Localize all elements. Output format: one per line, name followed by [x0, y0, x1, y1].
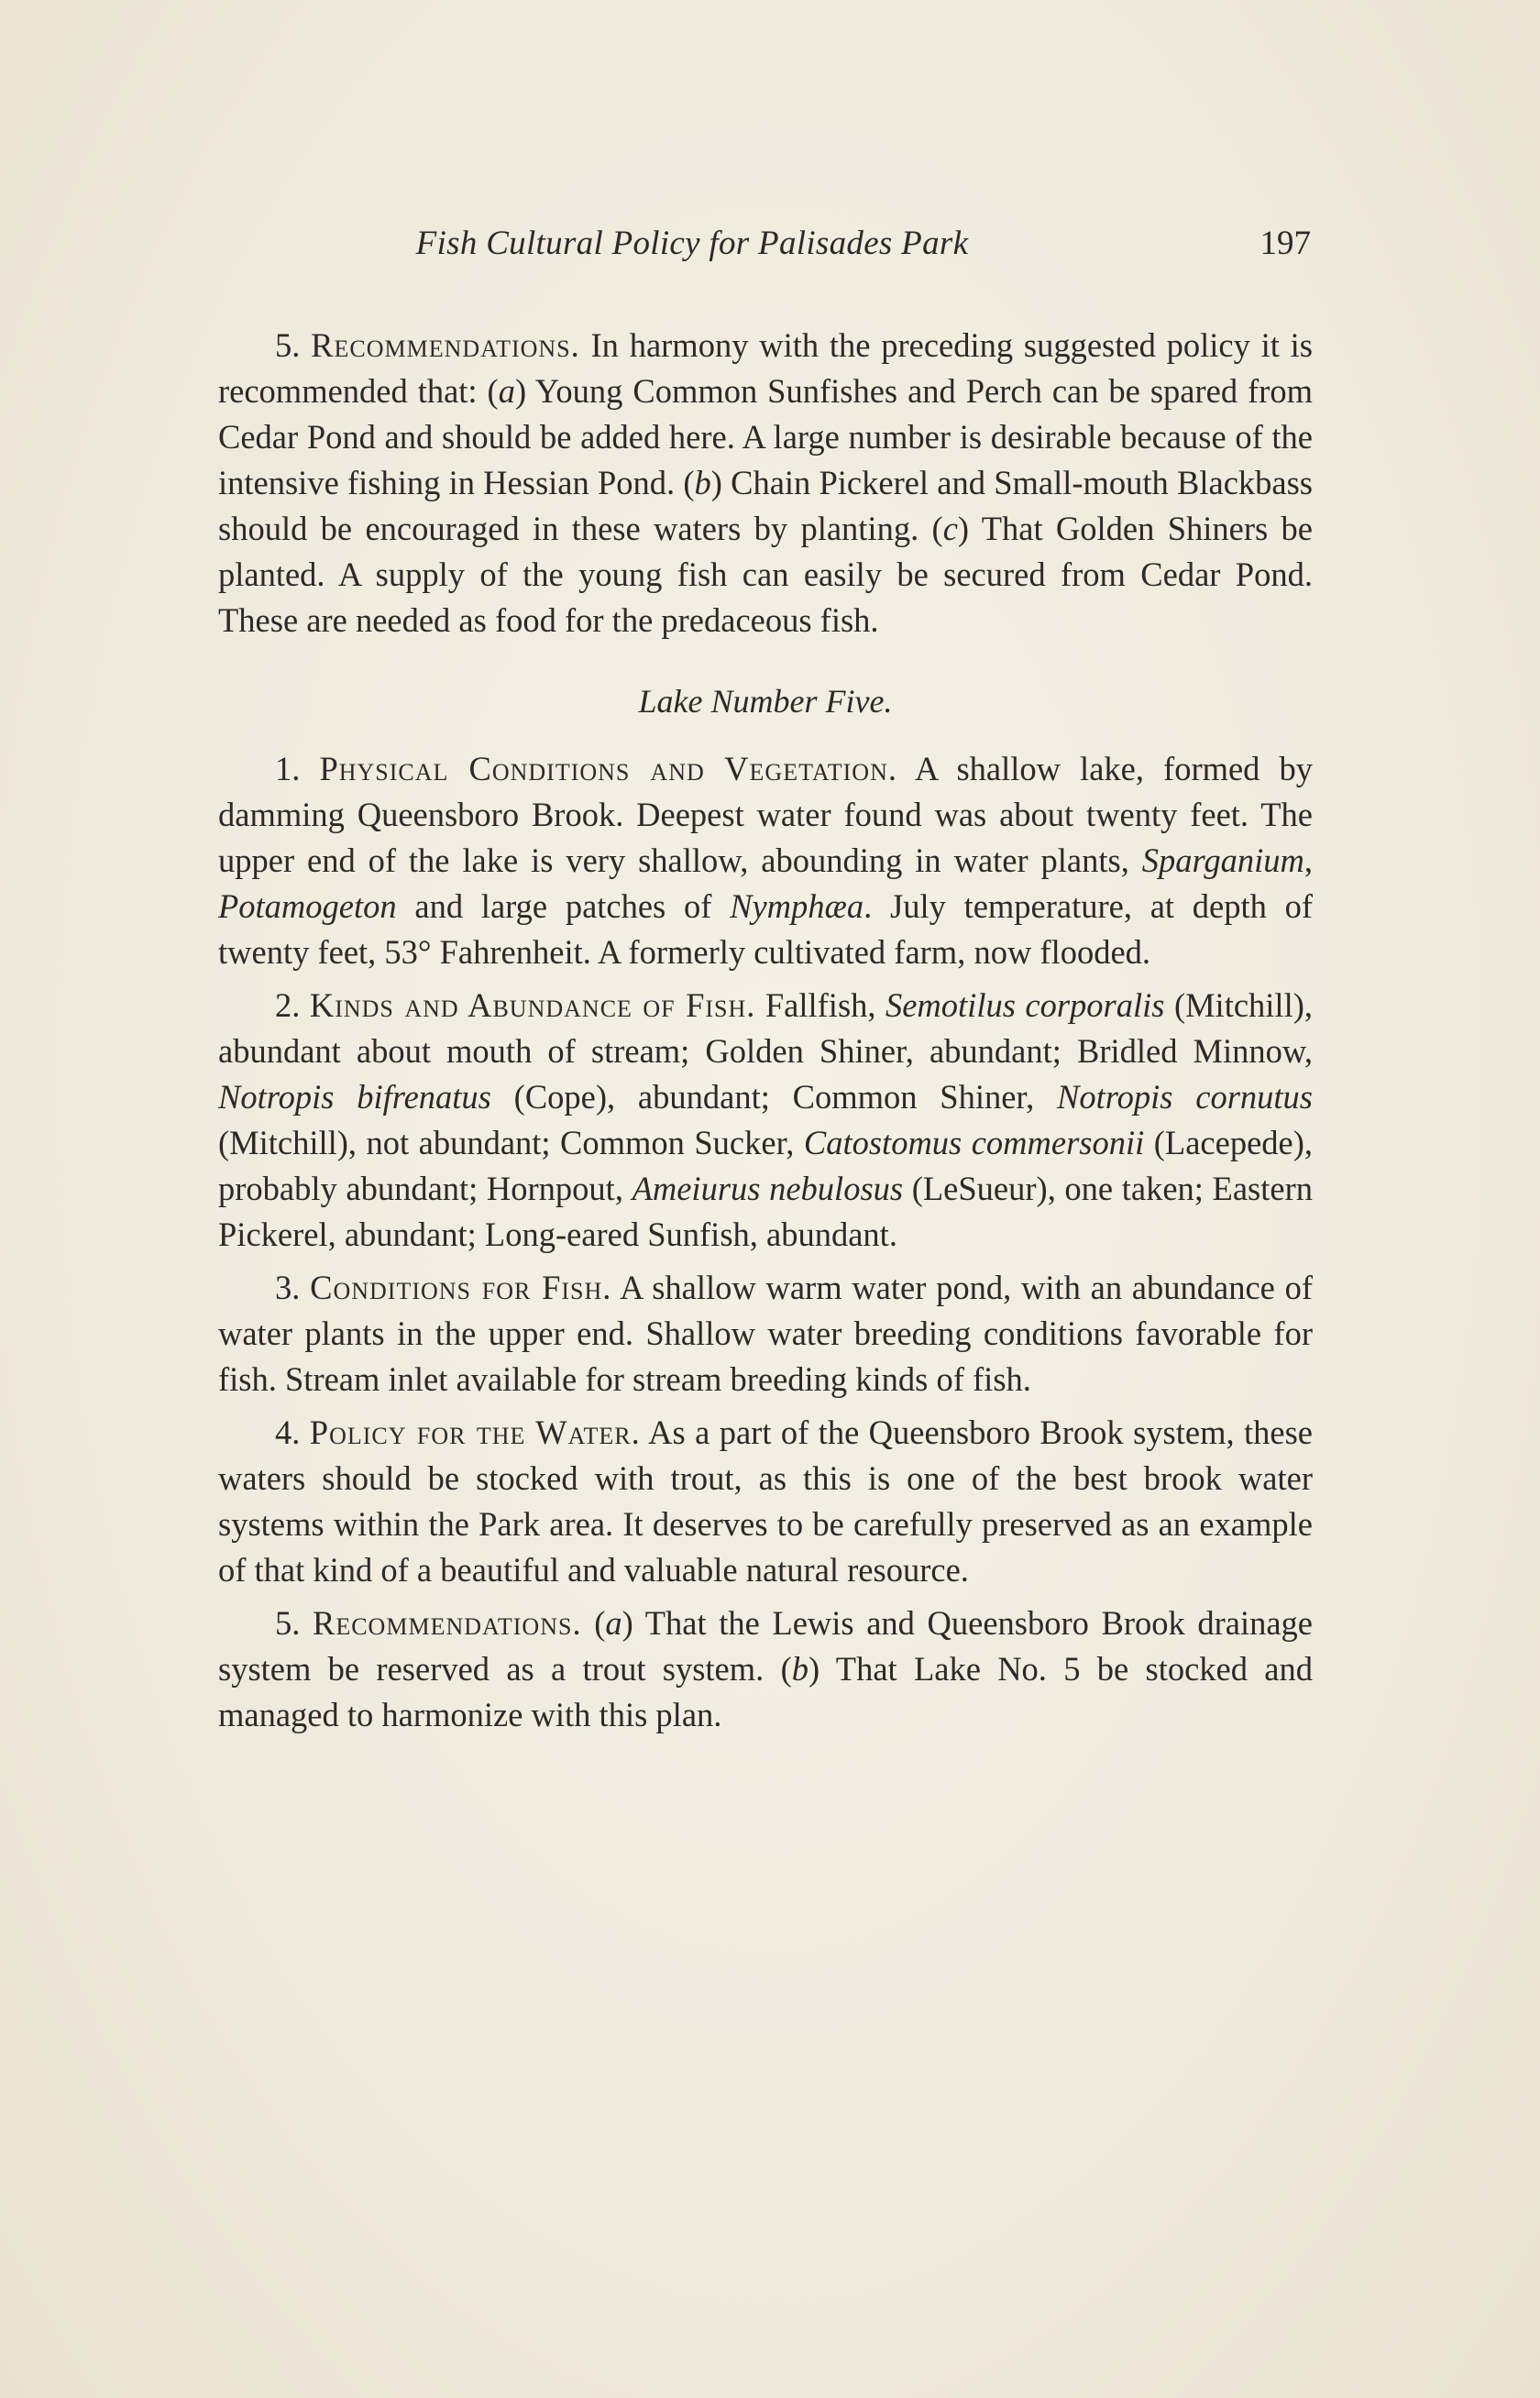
section-number: 5. — [275, 1604, 301, 1642]
paragraph-text: ) That Lake No. 5 be stocked and managed to harmonize with this plan. — [218, 1650, 1313, 1733]
section-heading: Recommendations. — [312, 1604, 582, 1642]
policy-paragraph — [218, 1410, 1313, 1593]
paragraph-text: ) Chain Pickerel and Small-mouth Blackbass should be encouraged in these waters by planting. ( — [218, 464, 1314, 547]
paragraph-text: (Mitchill), not abundant; Common Sucker, — [218, 1124, 804, 1161]
species-name: Potamogeton — [218, 887, 397, 925]
running-title: Fish Cultural Policy for Palisades Park — [415, 225, 969, 262]
section-heading: Physical Conditions and Vegetation. — [319, 750, 897, 787]
section-number: 2. — [275, 986, 301, 1024]
paragraph-text: A shallow lake, formed by damming Queensboro Brook. Deepest water found was about twenty feet. The upper end of the lake is very shallow, abounding in water plants, — [218, 750, 1314, 879]
section-number: 1. — [275, 750, 301, 787]
paragraph-text: . July temperature, at depth of twenty feet, 53° Fahrenheit. A formerly cultivated farm, now flooded. — [218, 887, 1314, 971]
physical-conditions-paragraph — [218, 746, 1313, 975]
recommendations-paragraph-bottom — [218, 1600, 1313, 1738]
paragraph-text: ( — [581, 1604, 606, 1642]
item-letter: c — [942, 510, 958, 547]
paragraph-text: ) Young Common Sunfishes and Perch can be spared from Cedar Pond and should be added here. A large number is desirable because of the intensive fishing in Hessian Pond. ( — [218, 372, 1313, 501]
recommendations-paragraph-top — [218, 323, 1313, 644]
paragraph-text: ) That the Lewis and Queensboro Brook drainage system be reserved as a trout system. ( — [218, 1604, 1313, 1688]
paragraph-text: , — [1304, 842, 1313, 879]
section-heading: Kinds and Abundance of Fish. — [309, 986, 756, 1024]
body-text — [218, 323, 1313, 1745]
page-header — [220, 218, 1311, 270]
species-name: Ameiurus nebulosus — [632, 1170, 904, 1207]
paragraph-text: As a part of the Queensboro Brook system, these waters should be stocked with trout, as this is one of the best brook water systems within the Park area. It deserves to be carefully preserved as an example of that kind of a beautiful and valuable natural resource. — [218, 1414, 1314, 1589]
species-name: Semotilus corporalis — [885, 986, 1165, 1024]
paragraph-text: (Cope), abundant; Common Shiner, — [490, 1078, 1058, 1116]
conditions-for-fish-paragraph — [218, 1265, 1313, 1402]
species-name: Nymphæa — [730, 887, 864, 925]
item-letter: a — [605, 1604, 622, 1642]
section-number: 5. — [275, 326, 301, 364]
species-name: Sparganium — [1141, 842, 1304, 879]
paragraph-text: Fallfish, — [755, 986, 886, 1024]
paragraph-text: (LeSueur), one taken; Eastern Pickerel, abundant; Long-eared Sunfish, abundant. — [218, 1170, 1314, 1253]
item-letter: b — [791, 1650, 808, 1688]
paragraph-text: and large patches of — [396, 887, 731, 925]
paragraph-text: A shallow warm water pond, with an abundance of water plants in the upper end. Shallow water breeding conditions favorable for fish. Stream inlet available for stream breeding kinds of fish. — [218, 1269, 1313, 1398]
section-number: 4. — [275, 1414, 301, 1451]
section-heading: Recommendations. — [311, 326, 580, 364]
species-name: Notropis bifrenatus — [218, 1078, 491, 1116]
item-letter: b — [694, 464, 711, 501]
page-number: 197 — [1260, 225, 1311, 262]
item-letter: a — [498, 372, 515, 410]
lake-heading: Lake Number Five. — [638, 683, 893, 720]
paragraph-text: (Mitchill), abundant about mouth of stream; Golden Shiner, abundant; Bridled Minnow, — [218, 986, 1313, 1070]
species-name: Catostomus commersonii — [803, 1124, 1145, 1161]
paragraph-text: In harmony with the preceding suggested policy it is recommended that: ( — [218, 326, 1314, 410]
paragraph-text: ) That Golden Shiners be planted. A supply of the young fish can easily be secured from Cedar Pond. These are needed as food for the predaceous fish. — [218, 510, 1313, 639]
kinds-abundance-paragraph — [218, 983, 1313, 1258]
section-heading: Policy for the Water. — [309, 1414, 641, 1451]
species-name: Notropis cornutus — [1057, 1078, 1314, 1116]
section-heading: Conditions for Fish. — [310, 1269, 612, 1306]
paragraph-text: (Lacepede), probably abundant; Hornpout, — [218, 1124, 1313, 1207]
section-number: 3. — [275, 1269, 301, 1306]
